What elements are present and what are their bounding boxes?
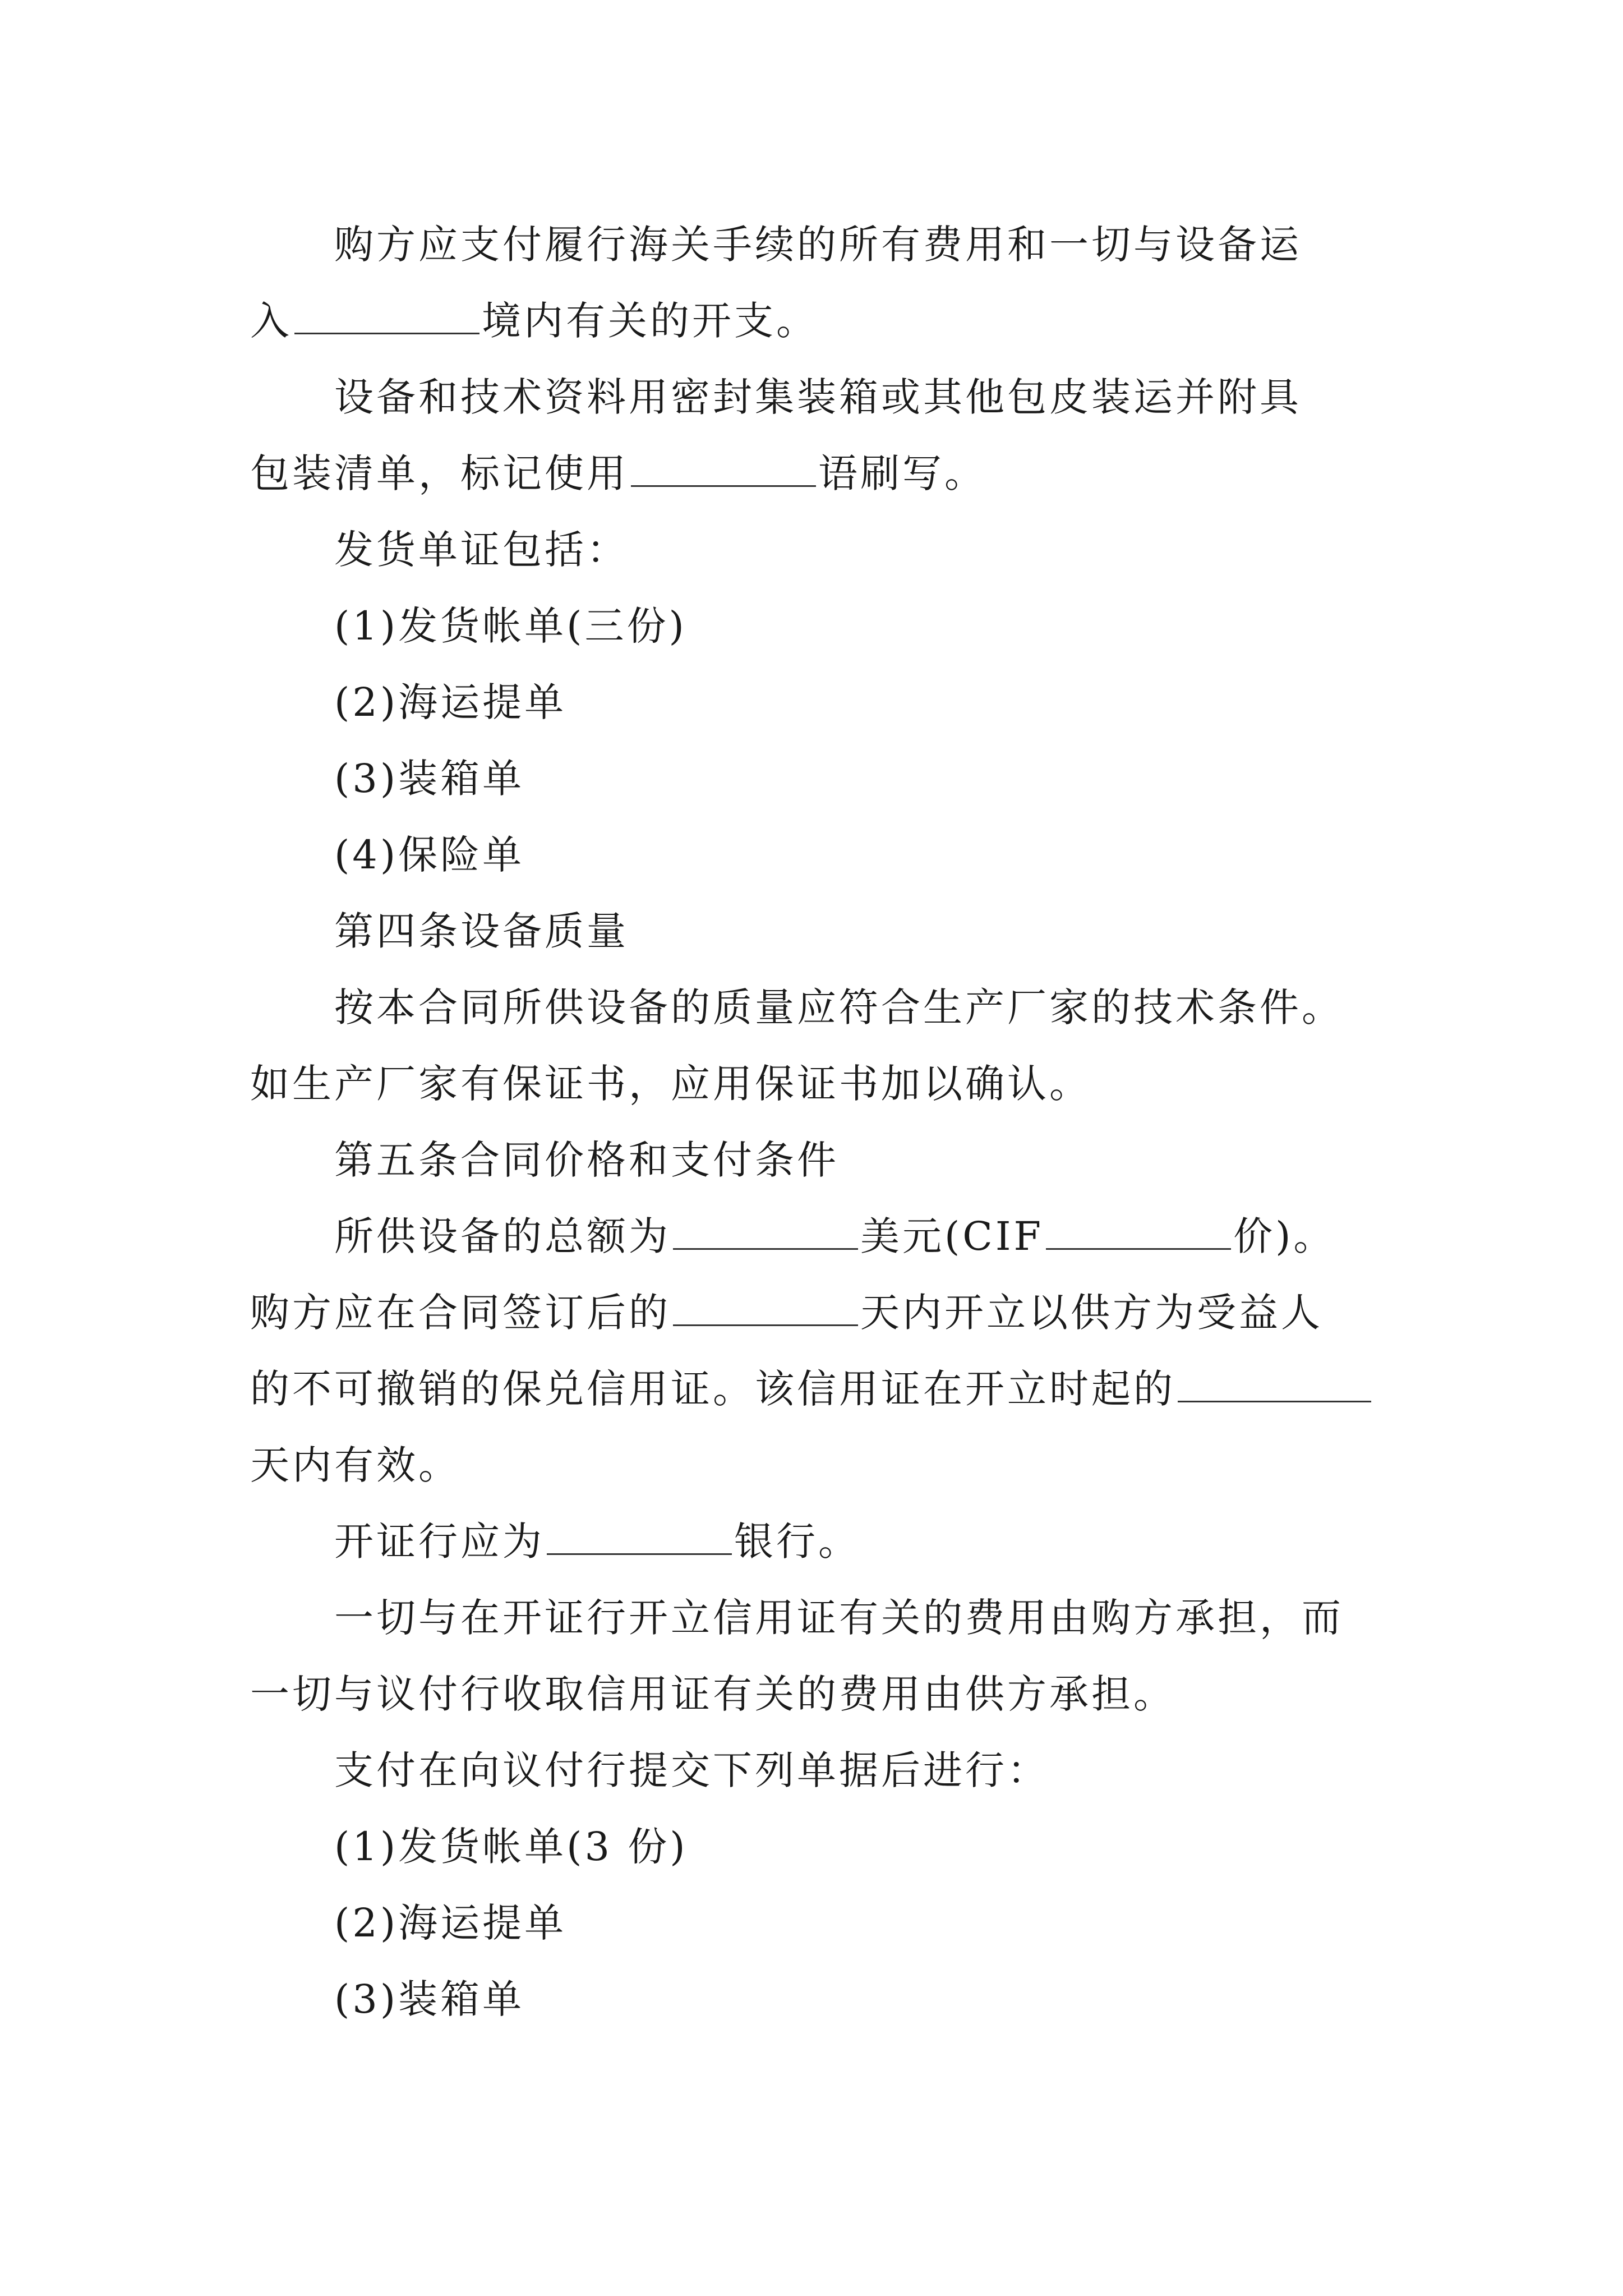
paragraph-quality-line-2: 如生产厂家有保证书，应用保证书加以确认。 xyxy=(250,1061,1091,1107)
paragraph-price-line-4: 天内有效。 xyxy=(250,1442,460,1488)
list-item: (2)海运提单 xyxy=(334,1900,567,1946)
paragraph-customs-fees-line-1: 购方应支付履行海关手续的所有费用和一切与设备运 xyxy=(334,222,1302,268)
fill-in-blank xyxy=(547,1513,732,1555)
fill-in-blank xyxy=(673,1284,858,1326)
fill-in-blank xyxy=(1046,1208,1231,1250)
paragraph-packing-line-1: 设备和技术资料用密封集装箱或其他包皮装运并附具 xyxy=(334,374,1302,420)
paragraph-issuing-bank: 开证行应为 银行。 xyxy=(250,1503,1386,1580)
list-item: (2)海运提单 xyxy=(334,679,567,725)
payment-documents-heading: 支付在向议付行提交下列单据后进行： xyxy=(334,1747,1049,1793)
paragraph-lc-fees-line-1: 一切与在开证行开立信用证有关的费用由购方承担，而 xyxy=(334,1595,1344,1641)
fill-in-blank xyxy=(1178,1360,1371,1402)
list-item: (3)装箱单 xyxy=(334,1976,525,2022)
fill-in-blank xyxy=(673,1208,858,1250)
paragraph-customs-fees-line-2: 入 境内有关的开支。 xyxy=(250,283,1386,359)
document-body xyxy=(250,206,1386,2037)
paragraph-price-line-3: 的不可撤销的保兑信用证。该信用证在开立时起的 xyxy=(250,1351,1386,1427)
list-item: (4)保险单 xyxy=(334,832,525,878)
paragraph-quality-line-1: 按本合同所供设备的质量应符合生产厂家的技术条件。 xyxy=(334,984,1344,1030)
list-item: (1)发货帐单(三份) xyxy=(334,603,687,649)
list-item: (1)发货帐单(3 份) xyxy=(334,1824,688,1870)
fill-in-blank xyxy=(631,445,816,487)
section-heading-article-4: 第四条设备质量 xyxy=(334,908,629,954)
paragraph-packing-line-2: 包装清单，标记使用 语刷写。 xyxy=(250,435,1386,512)
shipping-documents-heading: 发货单证包括： xyxy=(334,527,629,573)
paragraph-price-line-1: 所供设备的总额为 美元(CIF 价)。 xyxy=(250,1198,1386,1274)
fill-in-blank xyxy=(294,292,479,334)
paragraph-price-line-2: 购方应在合同签订后的 天内开立以供方为受益人 xyxy=(250,1274,1386,1351)
list-item: (3)装箱单 xyxy=(334,756,525,802)
paragraph-lc-fees-line-2: 一切与议付行收取信用证有关的费用由供方承担。 xyxy=(250,1671,1175,1717)
section-heading-article-5: 第五条合同价格和支付条件 xyxy=(334,1137,839,1183)
